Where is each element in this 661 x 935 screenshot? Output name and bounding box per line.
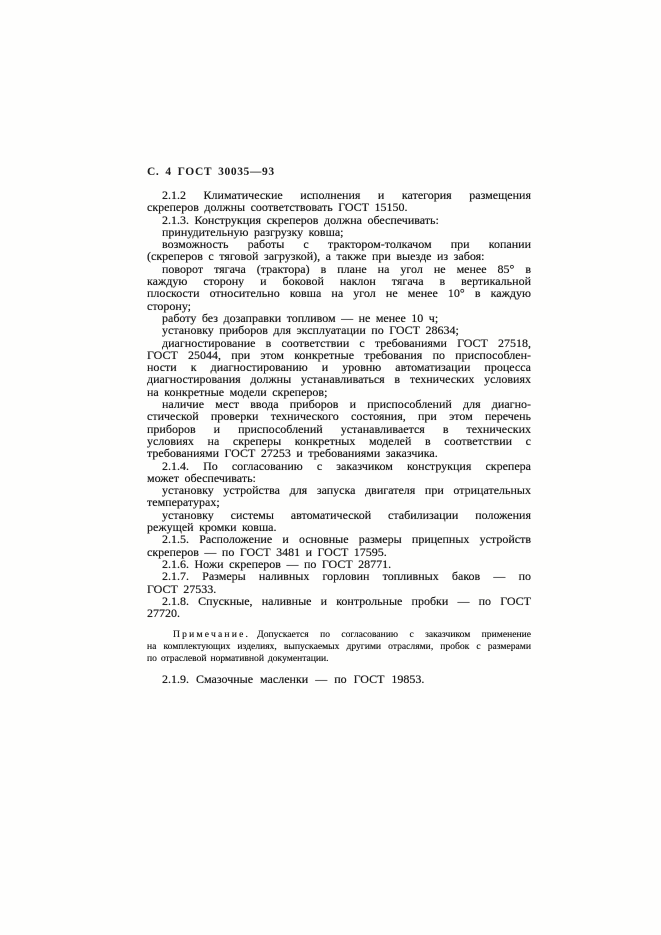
text-line: требованиями ГОСТ 27253 и требованиями заказчика. — [147, 446, 438, 461]
paragraph — [147, 189, 531, 214]
text-line: установку приборов для эксплуатации по ГОСТ 28634; — [162, 323, 459, 338]
text-line: 27720. — [147, 606, 180, 621]
text-line: режущей кромки ковша. — [147, 520, 277, 535]
text-line: скреперов — по ГОСТ 3481 и ГОСТ 17595. — [147, 544, 387, 559]
text-line: 2.1.6. Ножи скреперов — по ГОСТ 28771. — [162, 556, 392, 571]
text-line: скреперов должны соответствовать ГОСТ 15150. — [147, 200, 408, 215]
paragraph — [147, 570, 531, 595]
paragraph — [147, 398, 531, 459]
paragraph — [147, 509, 531, 534]
text-line: установку устройства для запуска двигателя при отрицательных — [162, 483, 531, 498]
text-line: ности к диагностированию и уровню автоматизации процесса — [147, 360, 531, 375]
text-line: установку системы автоматической стабилизации положения — [162, 507, 531, 522]
text-line: 2.1.5. Расположение и основные размеры прицепных устройств — [162, 532, 531, 547]
text-line: стической проверки технического состояния, при этом перечень — [147, 409, 531, 424]
text-line: может обеспечивать: — [147, 470, 256, 485]
text-line: 2.1.2 Климатические исполнения и категория размещения — [162, 188, 531, 202]
text-line: ГОСТ 25044, при этом конкретные требования по приспособлен- — [147, 347, 531, 362]
text-line: условиях на скреперы конкретных моделей в соответствии с — [147, 433, 531, 448]
paragraph — [147, 337, 531, 398]
document-content — [147, 166, 531, 685]
text-line: наличие мест ввода приборов и приспособлений для диагно- — [162, 397, 531, 412]
text-line: на конкретные модели скреперов; — [147, 384, 328, 399]
closing-paragraphs — [147, 673, 531, 685]
text-line: температурах; — [147, 495, 220, 510]
text-line: 2.1.4. По согласованию с заказчиком конструкция скрепера — [162, 458, 531, 473]
text-line: 2.1.9. Смазочные масленки — по ГОСТ 19853. — [162, 671, 425, 686]
text-line: диагностирования должны устанавливаться в технических условиях — [147, 372, 531, 387]
text-line: (скреперов с тяговой загрузкой), а также при выезде из забоя: — [147, 249, 485, 264]
paragraph — [147, 673, 531, 685]
text-line: диагностирование в соответствии с требованиями ГОСТ 27518, — [162, 335, 531, 350]
paragraph — [147, 263, 531, 312]
text-line: работу без дозаправки топливом — не менее 10 ч; — [162, 310, 439, 325]
text-line: Примечание. Допускается по согласованию с заказчиком применение — [173, 629, 531, 641]
paragraph — [147, 238, 531, 263]
text-line: плоскости относительно ковша на угол не менее 10° в каждую — [147, 286, 531, 301]
page-header: С. 4 ГОСТ 30035—93 — [147, 166, 275, 178]
paragraph — [147, 595, 531, 620]
text-line: приборов и приспособлений устанавливается в технических — [147, 421, 531, 436]
text-line: ГОСТ 27533. — [147, 581, 217, 596]
paragraph — [147, 324, 531, 336]
text-line: на комплектующих изделиях, выпускаемых другими отраслями, пробок с размерами — [147, 641, 531, 653]
note-block — [147, 629, 531, 664]
text-line: поворот тягача (трактора) в плане на угол не менее 85° в — [162, 261, 531, 276]
text-line: 2.1.3. Конструкция скреперов должна обеспечивать: — [162, 212, 439, 227]
text-line: 2.1.8. Спускные, наливные и контрольные пробки — по ГОСТ — [162, 593, 531, 608]
text-line: по отраслевой нормативной документации. — [147, 652, 329, 664]
text-line: каждую сторону и боковой наклон тягача в вертикальной — [147, 274, 531, 289]
text-line: сторону; — [147, 298, 192, 313]
text-line: 2.1.7. Размеры наливных горловин топливных баков — по — [162, 569, 531, 584]
paragraph — [147, 484, 531, 509]
paragraph — [147, 460, 531, 485]
note-label: Примечание. — [173, 629, 251, 641]
text-line: принудительную разгрузку ковша; — [162, 224, 344, 239]
text-line: возможность работы с трактором-толкачом при копании — [162, 237, 531, 252]
note-paragraph — [147, 629, 531, 664]
body-paragraphs — [147, 189, 531, 619]
paragraph — [147, 533, 531, 558]
